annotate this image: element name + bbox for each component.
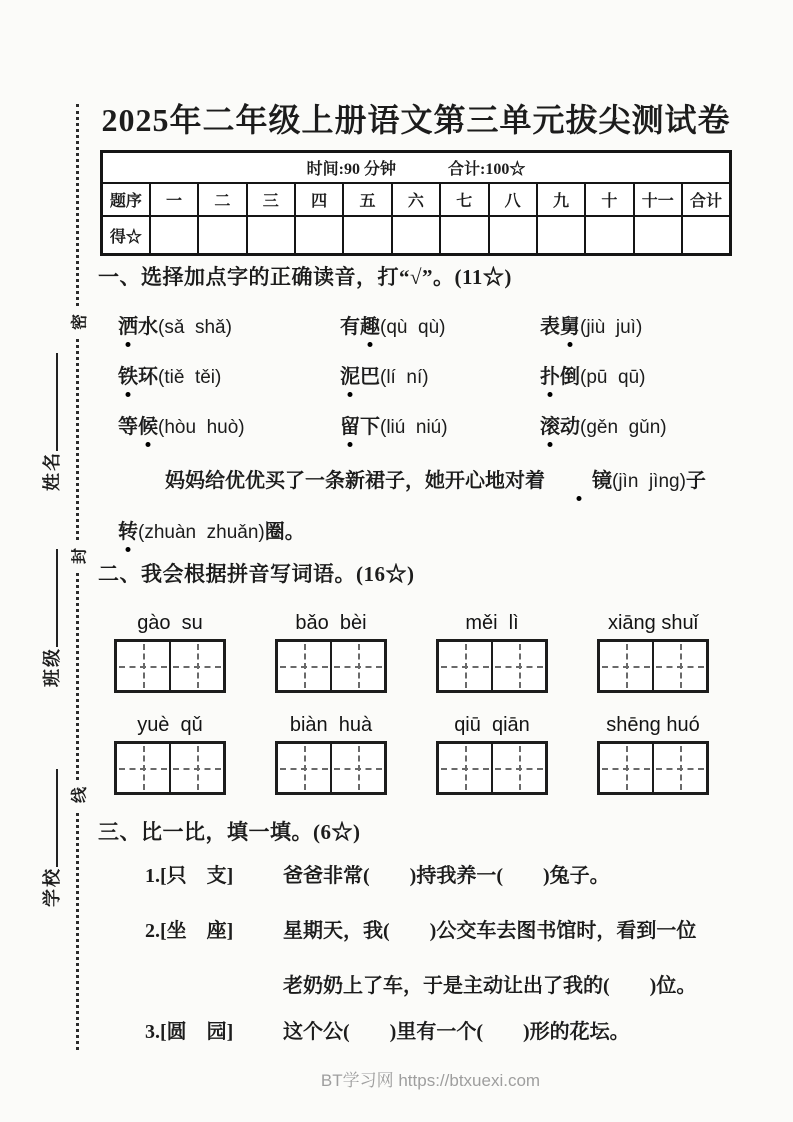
pinyin-writing-unit — [436, 714, 548, 795]
score-table-info-cell — [102, 152, 731, 184]
section1-sentence-line2: 转(zhuàn zhuǎn)圈。 — [118, 515, 738, 544]
section2-heading: 二、我会根据拼音写词语。(16☆) — [98, 562, 415, 586]
compare-fill-item-2 — [145, 914, 696, 943]
grid-cell[interactable] — [330, 744, 384, 792]
dotted-char: 扑 — [540, 360, 560, 389]
pinyin-choice-item: 滚动(gěn gǔn) — [540, 410, 732, 460]
item-number: 1. — [145, 865, 160, 887]
pinyin-writing-unit — [114, 612, 226, 693]
class-label: 班级 — [42, 647, 62, 687]
pinyin-writing-unit — [114, 714, 226, 795]
grid-cell[interactable] — [491, 642, 545, 690]
pinyin-choice-item: 表舅(jiù juì) — [540, 310, 732, 360]
dotted-char: 滚 — [540, 410, 560, 439]
student-class-field — [38, 549, 64, 687]
section1-heading: 一、选择加点字的正确读音，打“√”。(11☆) — [98, 265, 512, 289]
score-cell — [343, 216, 391, 255]
grid-cell[interactable] — [169, 642, 223, 690]
pinyin-choice-item: 洒水(sǎ shǎ) — [118, 310, 340, 360]
seal-char-feng: 封 — [67, 541, 90, 571]
compare-fill-item-3 — [145, 1015, 630, 1044]
score-cell — [489, 216, 537, 255]
writing-grid[interactable] — [436, 639, 548, 693]
score-row-label: 得☆ — [102, 216, 150, 255]
seal-char-xian: 线 — [67, 780, 90, 810]
grid-cell[interactable] — [278, 744, 330, 792]
name-label: 姓名 — [42, 451, 62, 491]
header-cell-9: 九 — [537, 183, 585, 216]
pinyin-options: (gěn gǔn) — [580, 417, 667, 438]
pinyin-writing-row-1 — [100, 612, 734, 693]
writing-grid[interactable] — [436, 741, 548, 795]
writing-grid[interactable] — [275, 639, 387, 693]
header-cell-2: 二 — [198, 183, 246, 216]
page-title: 2025年二年级上册语文第三单元拔尖测试卷 — [101, 102, 731, 138]
pinyin-options: (jìn jìng) — [612, 471, 686, 492]
grid-cell[interactable] — [652, 642, 706, 690]
name-blank-line — [54, 353, 58, 451]
score-cell — [150, 216, 198, 255]
pinyin-label: bǎo bèi — [295, 612, 367, 634]
school-label: 学校 — [42, 867, 62, 907]
school-blank-line — [54, 769, 58, 867]
pinyin-choice-item: 泥巴(lí ní) — [340, 360, 540, 410]
header-cell-1: 一 — [150, 183, 198, 216]
grid-cell[interactable] — [600, 744, 652, 792]
score-cell — [392, 216, 440, 255]
pinyin-options: (lí ní) — [380, 367, 429, 388]
item-lead — [145, 859, 283, 888]
student-name-field — [38, 353, 64, 491]
writing-grid[interactable] — [275, 741, 387, 795]
score-cell — [634, 216, 682, 255]
header-cell-7: 七 — [440, 183, 488, 216]
dotted-char: 候 — [138, 410, 158, 439]
choice-bracket: [坐 座] — [160, 920, 234, 942]
dotted-char: 舅 — [560, 310, 580, 339]
item-stem: 爸爸非常( )持我养一( )兔子。 — [283, 865, 610, 887]
class-blank-line — [54, 549, 58, 647]
item-stem: 星期天，我( )公交车去图书馆时，看到一位 — [283, 920, 697, 942]
header-cell-total: 合计 — [682, 183, 731, 216]
grid-cell[interactable] — [117, 744, 169, 792]
pinyin-writing-row-2 — [100, 714, 734, 795]
header-cell-11: 十一 — [634, 183, 682, 216]
score-table — [100, 150, 732, 256]
grid-cell[interactable] — [439, 642, 491, 690]
seal-dotted-line — [76, 104, 79, 1050]
watermark-link[interactable]: BT学习网 https://btxuexi.com — [320, 1071, 541, 1090]
grid-cell[interactable] — [117, 642, 169, 690]
pinyin-label: gào su — [137, 612, 203, 634]
pinyin-label: xiāng shuǐ — [607, 612, 699, 634]
score-cell — [247, 216, 295, 255]
pinyin-label: qiū qiān — [454, 714, 530, 736]
score-cell — [537, 216, 585, 255]
pinyin-options: (sǎ shǎ) — [158, 317, 232, 338]
pinyin-choice-item: 留下(liú niú) — [340, 410, 540, 460]
seal-char-mi: 密 — [67, 307, 90, 337]
pinyin-options: (zhuàn zhuǎn) — [138, 522, 265, 543]
grid-cell[interactable] — [278, 642, 330, 690]
section1-word-grid — [118, 310, 732, 460]
header-cell-tixu: 题序 — [102, 183, 150, 216]
pinyin-writing-unit — [597, 612, 709, 693]
choice-bracket: [只 支] — [160, 865, 234, 887]
score-cell — [198, 216, 246, 255]
dotted-char: 镜 — [545, 464, 612, 493]
total-label: 合计:100☆ — [448, 161, 526, 178]
pinyin-writing-unit — [597, 714, 709, 795]
pinyin-label: biàn huà — [289, 714, 373, 736]
header-cell-10: 十 — [585, 183, 633, 216]
dotted-char: 留 — [340, 410, 360, 439]
grid-cell[interactable] — [330, 642, 384, 690]
pinyin-writing-unit — [436, 612, 548, 693]
grid-cell[interactable] — [600, 642, 652, 690]
pinyin-label: měi lì — [465, 612, 519, 634]
student-school-field — [38, 769, 64, 907]
pinyin-choice-item: 有趣(qù qù) — [340, 310, 540, 360]
item-lead — [145, 1015, 283, 1044]
header-cell-8: 八 — [489, 183, 537, 216]
pinyin-choice-item: 铁环(tiě těi) — [118, 360, 340, 410]
section1-sentence-line1: 妈妈给优优买了一条新裙子，她开心地对着 镜(jìn jìng)子 — [118, 464, 738, 493]
score-table-score-row — [102, 216, 731, 255]
writing-grid[interactable] — [597, 741, 709, 795]
header-cell-5: 五 — [343, 183, 391, 216]
pinyin-label: shēng huó — [606, 714, 700, 736]
header-cell-6: 六 — [392, 183, 440, 216]
grid-cell[interactable] — [169, 744, 223, 792]
pinyin-writing-unit — [275, 612, 387, 693]
grid-cell[interactable] — [491, 744, 545, 792]
score-cell — [440, 216, 488, 255]
time-label: 时间:90 分钟 — [306, 161, 396, 178]
pinyin-choice-item: 扑倒(pū qū) — [540, 360, 732, 410]
dotted-char: 洒 — [118, 310, 138, 339]
item-number: 2. — [145, 920, 160, 942]
grid-cell[interactable] — [652, 744, 706, 792]
score-cell — [682, 216, 731, 255]
pinyin-label: yuè qǔ — [137, 714, 203, 736]
pinyin-options: (liú niú) — [380, 417, 448, 438]
compare-fill-item-1 — [145, 859, 610, 888]
pinyin-choice-item: 等候(hòu huò) — [118, 410, 340, 460]
item-lead — [145, 914, 283, 943]
writing-grid[interactable] — [597, 639, 709, 693]
dotted-char: 转 — [118, 515, 138, 544]
pinyin-options: (jiù juì) — [580, 317, 643, 338]
choice-bracket: [圆 园] — [160, 1021, 234, 1043]
header-cell-4: 四 — [295, 183, 343, 216]
section3-heading: 三、比一比，填一填。(6☆) — [98, 820, 361, 844]
score-table-header-row — [102, 183, 731, 216]
score-table-info-row — [102, 152, 731, 184]
header-cell-3: 三 — [247, 183, 295, 216]
pinyin-options: (qù qù) — [380, 317, 446, 338]
item-number: 3. — [145, 1021, 160, 1043]
dotted-char: 趣 — [360, 310, 380, 339]
writing-grid[interactable] — [114, 639, 226, 693]
dotted-char: 铁 — [118, 360, 138, 389]
score-cell — [585, 216, 633, 255]
dotted-char: 泥 — [340, 360, 360, 389]
score-cell — [295, 216, 343, 255]
writing-grid[interactable] — [114, 741, 226, 795]
pinyin-writing-unit — [275, 714, 387, 795]
compare-fill-item-2-continuation: 老奶奶上了车，于是主动让出了我的( )位。 — [283, 975, 697, 997]
item-stem: 这个公( )里有一个( )形的花坛。 — [283, 1021, 630, 1043]
pinyin-options: (hòu huò) — [158, 417, 245, 438]
pinyin-options: (pū qū) — [580, 367, 646, 388]
pinyin-options: (tiě těi) — [158, 367, 222, 388]
grid-cell[interactable] — [439, 744, 491, 792]
